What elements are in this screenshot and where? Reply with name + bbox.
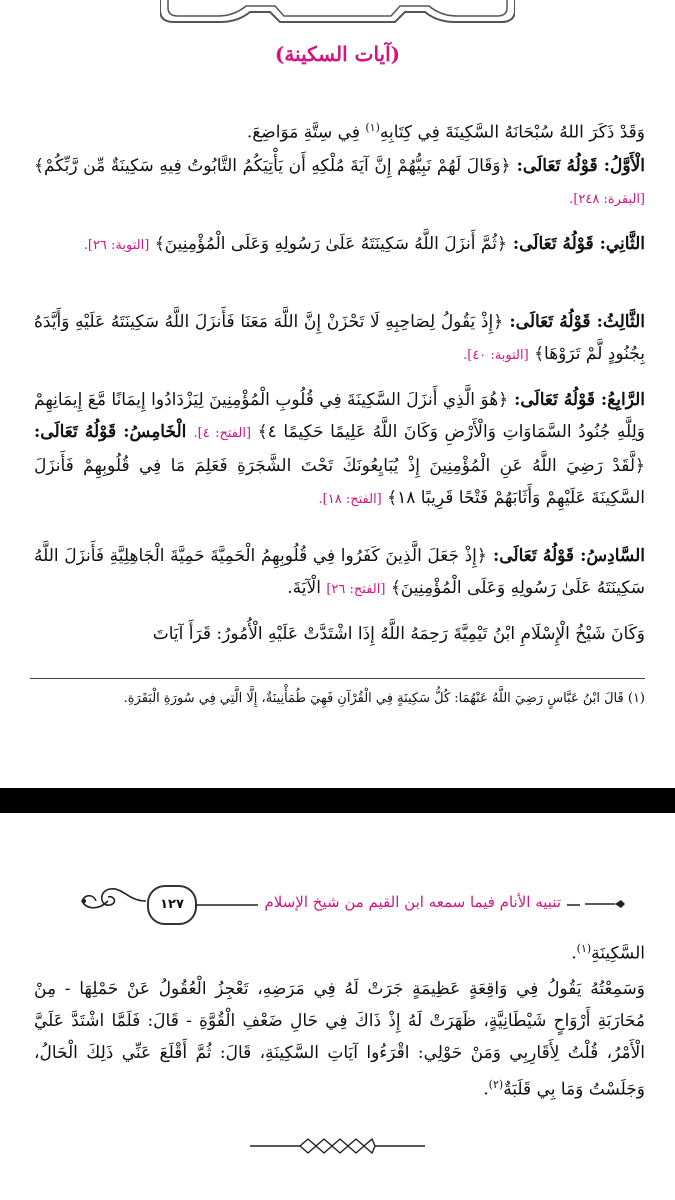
verse-item-2 bbox=[34, 228, 645, 262]
item-lead-5: الْخَامِسُ: قَوْلُهُ تَعَالَى: bbox=[34, 422, 194, 442]
item-lead: الْأَوَّلُ: قَوْلُهُ تَعَالَى: bbox=[510, 156, 645, 176]
body-text: وَسَمِعْتُهُ يَقُولُ فِي وَاقِعَةٍ عَظِيمَةٍ جَرَتْ لَهُ فِي مَرَضِهِ، تَعْجِزُ الْعُقُولُ عَنْ حَمْلِهَا - مِنْ مُحَارَبَةِ أَرْوَاحٍ شَيْطَانِيَّةٍ، ظَهَرَتْ لَهُ إِذْ ذَاكَ فِي حَالِ ضَعْفِ الْقُوَّةِ - قَالَ: فَلَمَّا اشْتَدَّ عَلَيَّ الْأَمْرُ، قُلْتُ لِأَقَارِبِي وَمَنْ حَوْلِي: اقْرَءُوا آيَاتِ السَّكِينَةِ، قَالَ: ثُمَّ أَقْلَعَ عَنِّي ذَلِكَ الْحَالُ، وَجَلَسْتُ وَمَا بِي قَلَبَةٌ bbox=[34, 979, 645, 1100]
verse-text: ﴿ثُمَّ أَنزَلَ اللَّهُ سَكِينَتَهُ عَلَىٰ رَسُولِهِ وَعَلَى الْمُؤْمِنِينَ﴾ bbox=[149, 234, 507, 254]
body-paragraph bbox=[34, 973, 645, 1106]
verse-reference: [الفتح: ٤]. bbox=[193, 426, 252, 441]
verse-reference: [التوبة: ٤٠]. bbox=[463, 348, 529, 363]
footnote: (١) قَالَ ابْنُ عَبَّاسٍ رَضِيَ اللَّهُ عَنْهُمَا: كُلُّ سَكِينَةٍ فِي الْقُرْآنِ فَهِيَ طُمَأْنِينَةٌ، إِلَّا الَّتِي فِي سُورَةِ الْبَقَرَةِ. bbox=[123, 691, 645, 706]
chapter-title: (آيات السكينة) bbox=[274, 42, 401, 66]
verse-reference-5: [الفتح: ١٨]. bbox=[318, 492, 382, 507]
verse-text: ﴿وَقَالَ لَهُمْ نَبِيُّهُمْ إِنَّ آيَةَ مُلْكِهِ أَن يَأْتِيَكُمُ التَّابُوتُ فِيهِ سَكِينَةٌ مِّن رَّبِّكُمْ﴾ bbox=[34, 156, 511, 176]
closing-paragraph: وَكَانَ شَيْخُ الْإِسْلَامِ ابْنُ تَيْمِيَّةَ رَحِمَهُ اللَّهُ إِذَا اشْتَدَّتْ عَلَيْهِ الْأُمُورُ: قَرَأَ آيَاتَ bbox=[152, 624, 645, 644]
verse-tail: الْآيَةَ. bbox=[287, 578, 327, 598]
intro-text: وَقَدْ ذَكَرَ اللهُ سُبْحَانَهُ السَّكِينَةَ فِي كِتَابِهِ bbox=[379, 122, 645, 143]
verse-item-6 bbox=[34, 540, 645, 606]
footnote-marker: (٢) bbox=[488, 1078, 504, 1091]
intro-paragraph bbox=[34, 112, 645, 149]
running-header-title: تنبيه الأنام فيما سمعه ابن القيم من شيخ الإسلام bbox=[258, 893, 567, 911]
book-page-bottom bbox=[0, 813, 675, 1200]
footnote-marker: (١) bbox=[365, 121, 380, 134]
verse-text: ﴿إِذْ جَعَلَ الَّذِينَ كَفَرُوا فِي قُلُوبِهِمُ الْحَمِيَّةَ حَمِيَّةَ الْجَاهِلِيَّةِ فَأَنزَلَ اللَّهُ سَكِينَتَهُ عَلَىٰ رَسُولِهِ وَعَلَى الْمُؤْمِنِينَ﴾ bbox=[34, 546, 645, 598]
decorative-frame-top bbox=[160, 0, 515, 30]
verse-reference: [البقرة: ٢٤٨]. bbox=[569, 192, 645, 207]
footnote-divider bbox=[30, 678, 645, 679]
footnote-marker: (١) bbox=[576, 942, 592, 955]
verse-text: ﴿إِذْ يَقُولُ لِصَاحِبِهِ لَا تَحْزَنْ إِنَّ اللَّهَ مَعَنَا فَأَنزَلَ اللَّهُ سَكِينَتَهُ عَلَيْهِ وَأَيَّدَهُ بِجُنُودٍ لَّمْ تَرَوْهَا﴾ bbox=[34, 312, 645, 364]
continued-tail: . bbox=[571, 943, 577, 964]
body-tail: . bbox=[483, 1079, 489, 1100]
running-header bbox=[0, 873, 675, 933]
verse-reference: [الفتح: ٢٦] bbox=[326, 582, 386, 597]
verse-text: ﴿هُوَ الَّذِي أَنزَلَ السَّكِينَةَ فِي قُلُوبِ الْمُؤْمِنِينَ لِيَزْدَادُوا إِيمَانًا مَّعَ إِيمَانِهِمْ وَلِلَّهِ جُنُودُ السَّمَاوَاتِ وَالْأَرْضِ وَكَانَ اللَّهُ عَلِيمًا حَكِيمًا ٤﴾ bbox=[34, 390, 645, 442]
continued-text: السَّكِينَةِ bbox=[591, 943, 645, 964]
continued-line bbox=[34, 933, 645, 970]
item-lead: الثَّالِثُ: قَوْلُهُ تَعَالَى: bbox=[503, 312, 646, 332]
verse-item-1 bbox=[34, 150, 645, 216]
flourish-right-icon bbox=[585, 899, 625, 909]
intro-tail: فِي سِتَّةِ مَوَاضِعَ. bbox=[246, 122, 366, 143]
section-ornament-icon bbox=[250, 1135, 425, 1157]
item-lead: السَّادِسُ: قَوْلُهُ تَعَالَى: bbox=[486, 546, 645, 566]
verse-text-5: ﴿لَّقَدْ رَضِيَ اللَّهُ عَنِ الْمُؤْمِنِينَ إِذْ يُبَايِعُونَكَ تَحْتَ الشَّجَرَةِ فَعَلِمَ مَا فِي قُلُوبِهِمْ فَأَنزَلَ السَّكِينَةَ عَلَيْهِمْ وَأَثَابَهُمْ فَتْحًا قَرِيبًا ١٨﴾ bbox=[34, 456, 645, 508]
flourish-left-icon bbox=[78, 881, 148, 921]
item-lead: الثَّانِي: قَوْلُهُ تَعَالَى: bbox=[506, 234, 645, 254]
verse-item-4-5 bbox=[34, 384, 645, 516]
page-number: ١٢٧ bbox=[147, 885, 197, 925]
verse-reference: [التوبة: ٢٦]. bbox=[83, 238, 150, 253]
item-lead: الرَّابِعُ: قَوْلُهُ تَعَالَى: bbox=[508, 390, 645, 410]
verse-item-3 bbox=[34, 306, 645, 372]
